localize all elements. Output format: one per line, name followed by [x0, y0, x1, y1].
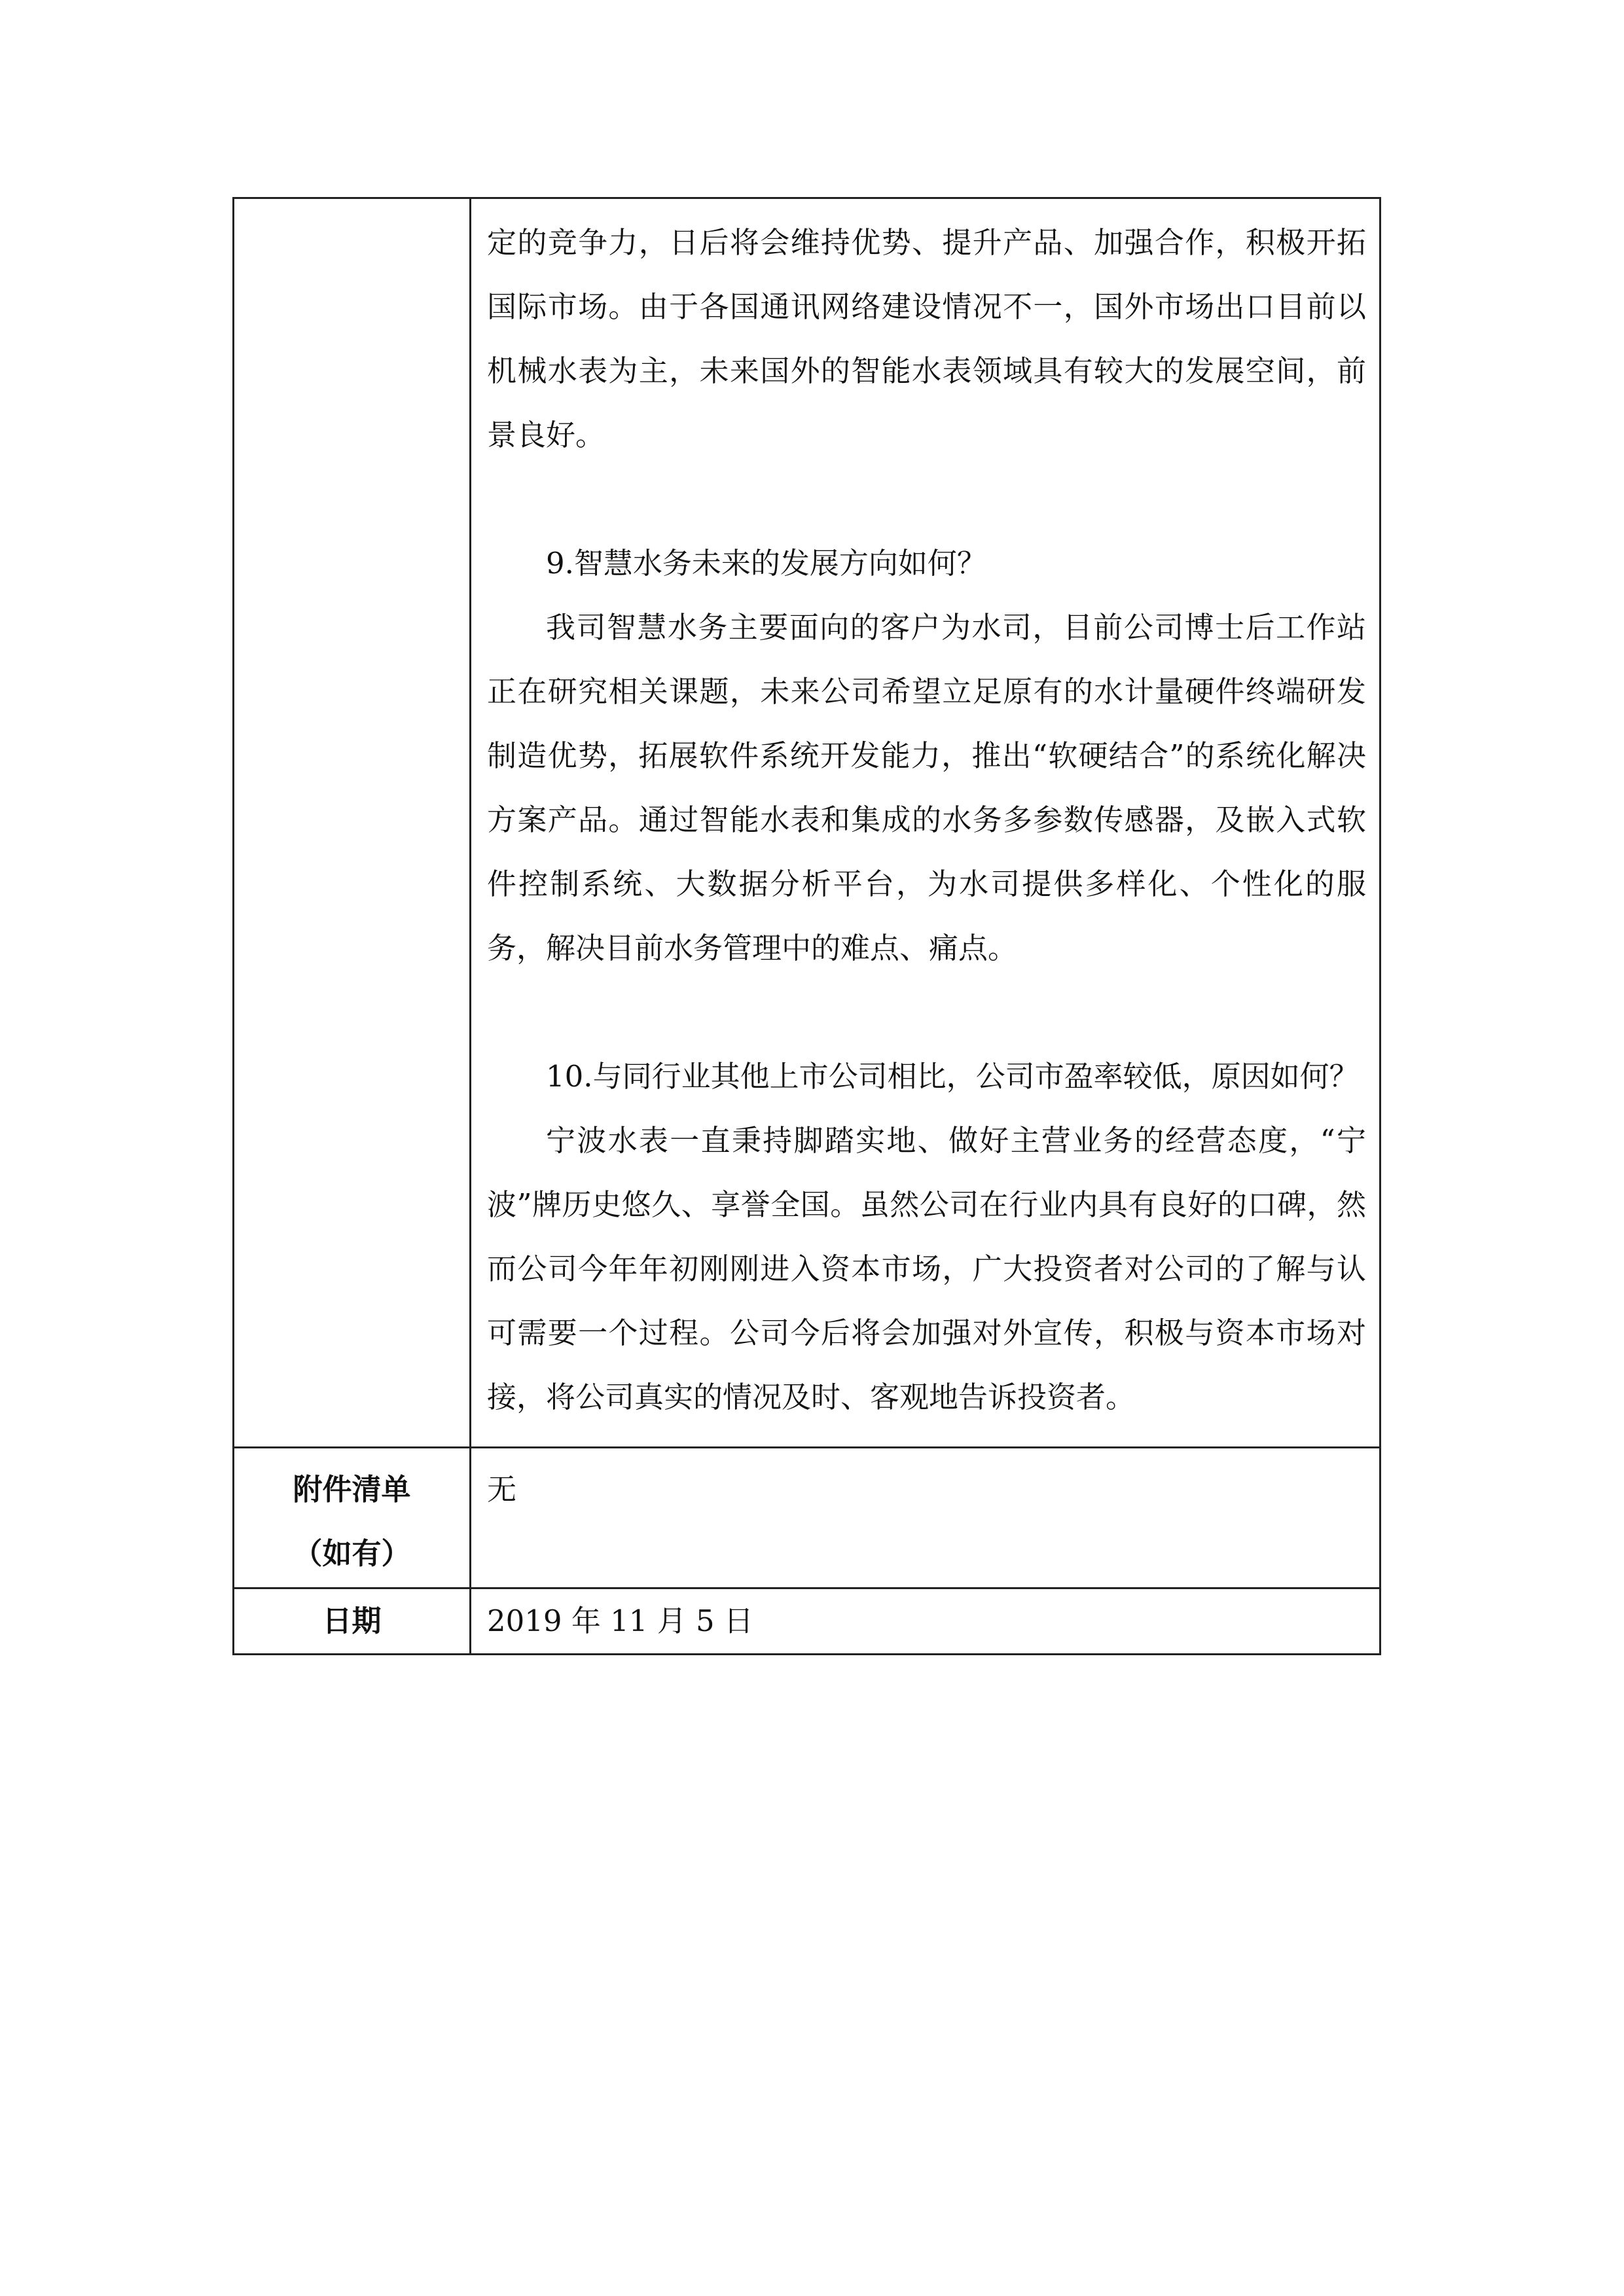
attachments-row: [234, 1448, 1380, 1588]
date-value: 2019 年 11 月 5 日: [471, 1588, 1380, 1655]
content-cell: [471, 198, 1380, 1448]
continuation-paragraph: 定的竞争力，日后将会维持优势、提升产品、加强合作，积极开拓国际市场。由于各国通讯网络建设情况不一，国外市场出口目前以机械水表为主，未来国外的智能水表领域具有较大的发展空间，前景良好。: [487, 225, 1366, 452]
attachments-value: 无: [471, 1448, 1380, 1588]
paragraph-gap: [487, 980, 1366, 1045]
empty-label-cell: [234, 198, 471, 1448]
date-row: [234, 1588, 1380, 1655]
attachments-label-line1: 附件清单: [293, 1472, 411, 1507]
attachments-label-line2: （如有）: [293, 1536, 411, 1571]
paragraph-gap: [487, 467, 1366, 531]
date-label: 日期: [234, 1588, 471, 1655]
content-row: [234, 198, 1380, 1448]
attachments-label: [234, 1448, 471, 1588]
record-table: [232, 197, 1381, 1655]
question-10: 10.与同行业其他上市公司相比，公司市盈率较低，原因如何？: [546, 1059, 1359, 1094]
answer-9: 我司智慧水务主要面向的客户为水司，目前公司博士后工作站正在研究相关课题，未来公司希望立足原有的水计量硬件终端研发制造优势，拓展软件系统开发能力，推出“软硬结合”的系统化解决方案产品。通过智能水表和集成的水务多参数传感器，及嵌入式软件控制系统、大数据分析平台，为水司提供多样化、个性化的服务，解决目前水务管理中的难点、痛点。: [487, 610, 1366, 965]
answer-10: 宁波水表一直秉持脚踏实地、做好主营业务的经营态度，“宁波”牌历史悠久、享誉全国。虽然公司在行业内具有良好的口碑，然而公司今年年初刚刚进入资本市场，广大投资者对公司的了解与认可需要一个过程。公司今后将会加强对外宣传，积极与资本市场对接，将公司真实的情况及时、客观地告诉投资者。: [487, 1123, 1366, 1414]
question-9: 9.智慧水务未来的发展方向如何？: [546, 546, 986, 581]
